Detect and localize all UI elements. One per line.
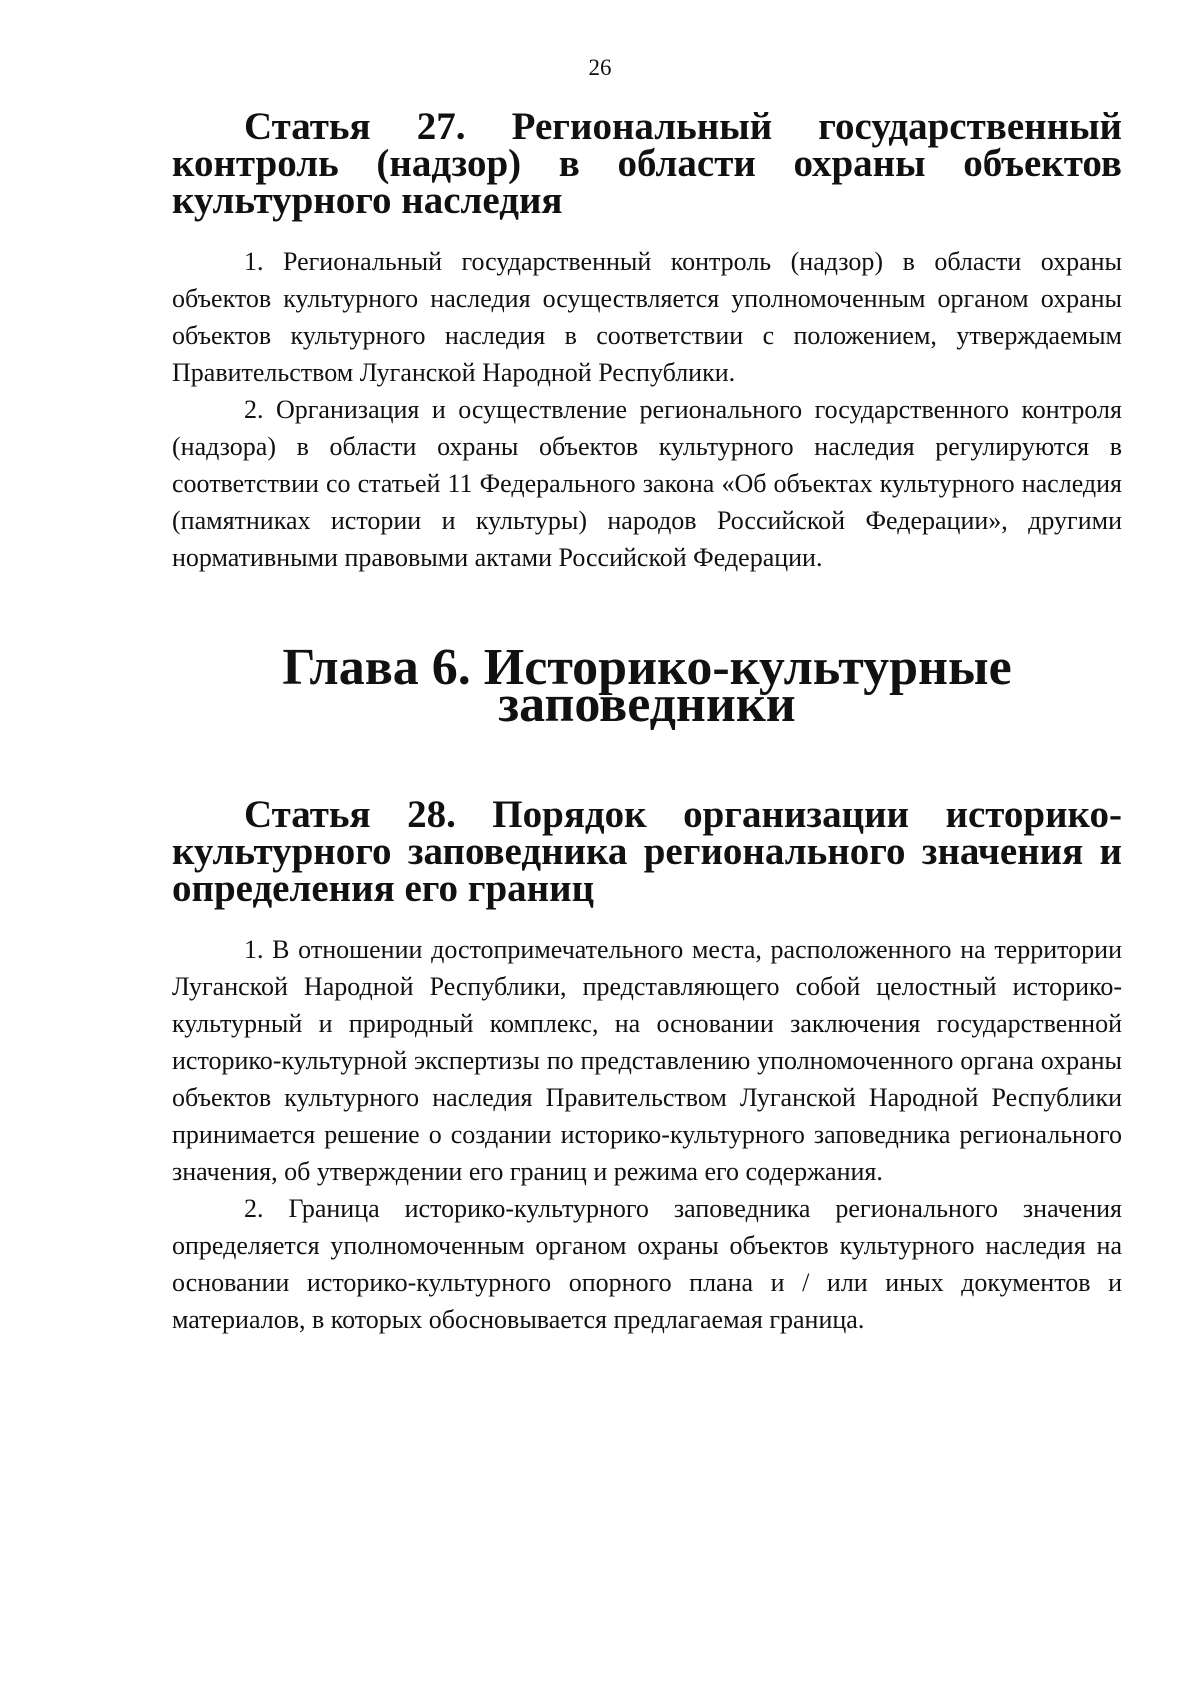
spacer: [172, 219, 1122, 243]
article-27-title: Статья 27. Региональный государственный контроль (надзор) в области охраны объектов культурного наследия: [172, 105, 1122, 222]
article-27-paragraph-2: 2. Организация и осуществление регионального государственного контроля (надзора) в области охраны объектов культурного наследия регулируются в соответствии со статьей 11 Федерального закона «Об объектах культурного наследия (памятниках истории и культуры) народов Российской Федерации», другими нормативными правовыми актами Российской Федерации.: [172, 395, 1122, 572]
page-number: 26: [588, 55, 612, 80]
article-27-paragraph-1: 1. Региональный государственный контроль (надзор) в области охраны объектов культурного наследия осуществляется уполномоченным органом охраны объектов культурного наследия в соответствии с положением, утверждаемым Правительством Луганской Народной Республики.: [172, 247, 1122, 387]
article-28-paragraph-1: 1. В отношении достопримечательного места, расположенного на территории Луганской Народной Республики, представляющего собой целостный историко-культурный и природный комплекс, на основании заключения государственной историко-культурной экспертизы по представлению уполномоченного органа охраны объектов культурного наследия Правительством Луганской Народной Республики принимается решение о создании историко-культурного заповедника регионального значения, об утверждении его границ и режима его содержания.: [172, 935, 1122, 1186]
spacer: [172, 907, 1122, 931]
article-28-title: Статья 28. Порядок организации историко-культурного заповедника регионального значения и определения его границ: [172, 793, 1122, 910]
document-body: [172, 105, 1122, 1338]
article-28-paragraph-2: 2. Граница историко-культурного заповедника регионального значения определяется уполномоченным органом охраны объектов культурного наследия на основании историко-культурного опорного плана и / или иных документов и материалов, в которых обосновывается предлагаемая граница.: [172, 1194, 1122, 1334]
spacer: [172, 723, 1122, 796]
chapter-6-title: Глава 6. Историко-культурные заповедники: [282, 639, 1012, 733]
